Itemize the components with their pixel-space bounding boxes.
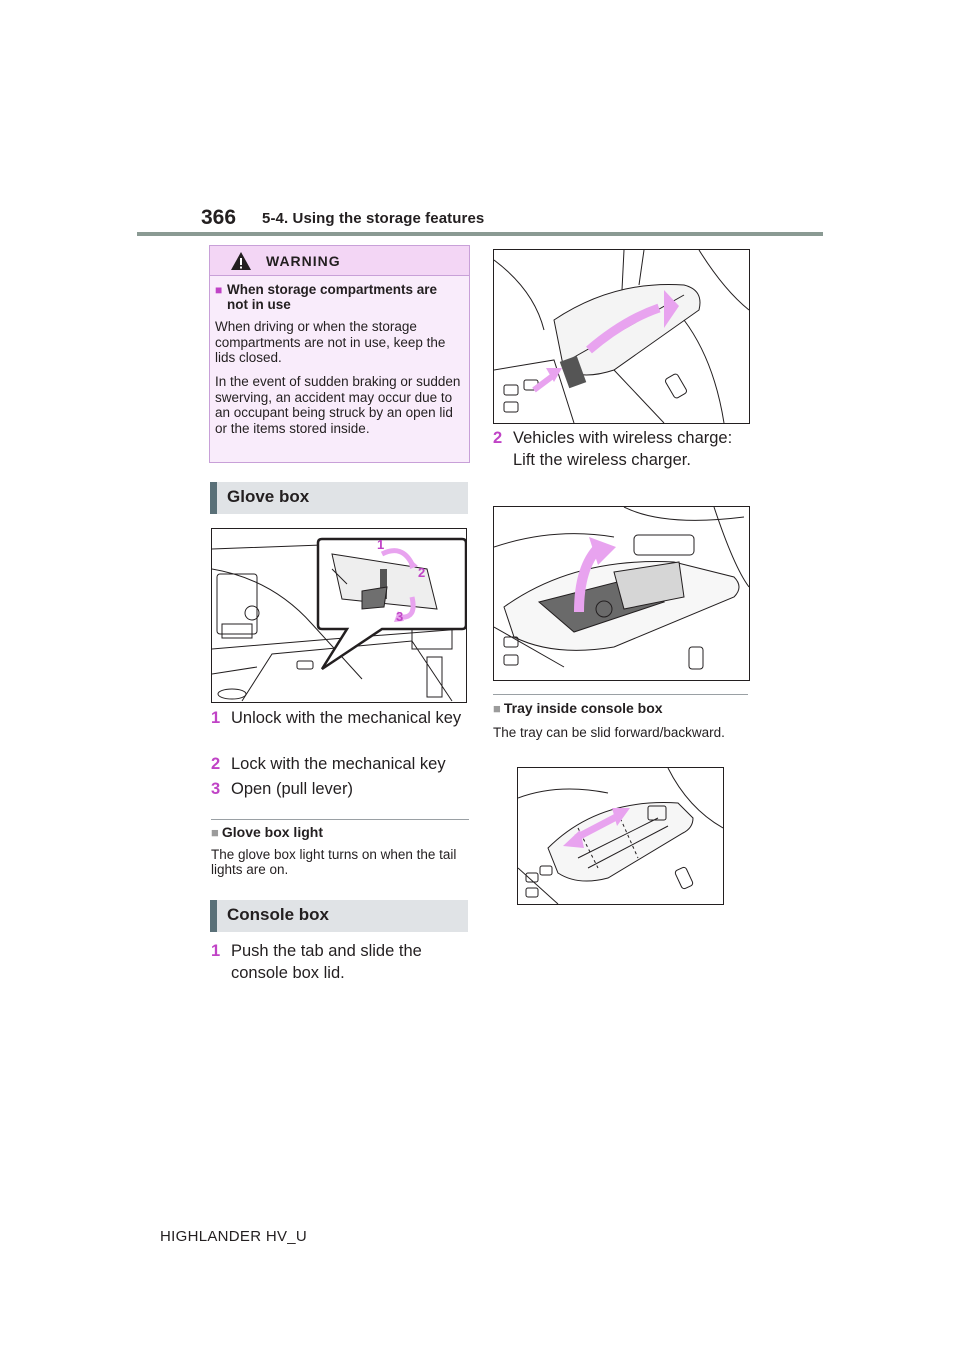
glove-step-3: 3 Open (pull lever)	[211, 780, 353, 798]
console-lid-illustration	[493, 249, 750, 424]
warning-header	[210, 246, 469, 276]
tray-heading: ■ Tray inside console box	[493, 700, 663, 716]
header-divider	[137, 232, 823, 236]
warning-box	[209, 245, 470, 463]
glove-box-heading: Glove box	[210, 482, 468, 514]
section-title: 5-4. Using the storage features	[262, 210, 485, 227]
warning-triangle-icon	[230, 251, 252, 271]
page-number: 366	[201, 206, 237, 229]
warning-paragraph-2: In the event of sudden braking or sudden swerving, an accident may occur due to an occupant being struck by an open lid or the items stored inside.	[215, 374, 461, 436]
tray-text: The tray can be slid forward/backward.	[493, 725, 725, 740]
callout-3: 3	[396, 609, 404, 624]
warning-subheading: ■ When storage compartments are not in use	[215, 282, 438, 312]
divider	[493, 694, 748, 695]
glove-step-2: 2 Lock with the mechanical key	[211, 755, 446, 773]
square-bullet-icon: ■	[493, 701, 501, 716]
glove-light-text: The glove box light turns on when the tail lights are on.	[211, 847, 457, 877]
console-step-1: 1 Push the tab and slide the console box lid.	[211, 942, 422, 982]
footer-model: HIGHLANDER HV_U	[160, 1228, 308, 1245]
glove-box-illustration	[211, 528, 467, 703]
warning-paragraph-1: When driving or when the storage compartments are not in use, keep the lids closed.	[215, 319, 446, 365]
glove-step-1: 1 Unlock with the mechanical key	[211, 709, 462, 727]
warning-title: WARNING	[266, 253, 341, 269]
wireless-charger-illustration	[493, 506, 750, 681]
square-bullet-icon: ■	[211, 825, 219, 840]
callout-1: 1	[377, 537, 385, 552]
console-step-2: 2 Vehicles with wireless charge: Lift the wireless charger.	[493, 429, 733, 469]
console-tray-illustration	[517, 767, 724, 905]
divider	[211, 819, 469, 820]
glove-light-heading: ■ Glove box light	[211, 824, 323, 840]
square-bullet-icon: ■	[215, 283, 223, 297]
callout-2: 2	[418, 565, 426, 580]
console-box-heading: Console box	[210, 900, 468, 932]
